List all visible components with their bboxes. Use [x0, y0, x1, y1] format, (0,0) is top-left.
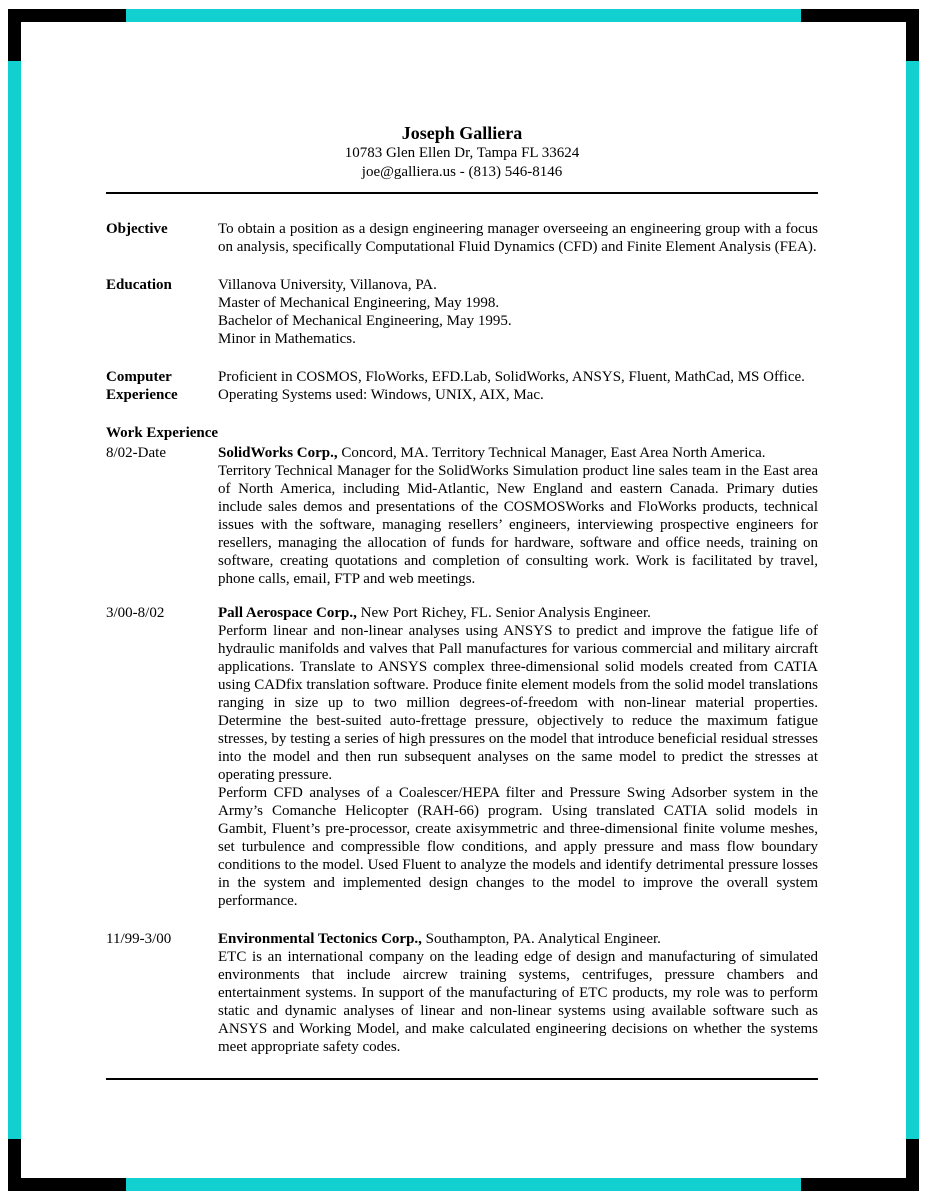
- corner-accent-top-left: [8, 9, 126, 22]
- address-line: 10783 Glen Ellen Dr, Tampa FL 33624: [344, 145, 580, 161]
- computer-experience-line: Proficient in COSMOS, FloWorks, EFD.Lab, SolidWorks, ANSYS, Fluent, MathCad, MS Office.: [218, 369, 805, 385]
- entry-paragraph: ETC is an international company on the leading edge of design and manufacturing of simulated environments that include aircrew training systems, centrifuges, pressure chambers and entertainment systems. In support of the manufacturing of ETC products, my role was to perform static and dynamic analyses of linear and non-linear systems using available software such as ANSYS and Working Model, and make calculated engineering decisions on whether the systems meet appropriate safety codes.: [218, 949, 818, 1055]
- entry-paragraph: Perform linear and non-linear analyses using ANSYS to predict and improve the fatigue life of hydraulic manifolds and valves that Pall manufactures for various commercial and military aircraft applications. Translate to ANSYS complex three-dimensional solid models created from CATIA using CADfix translation software. Produce finite element models from the solid model translations ranging in size up to two million degrees-of-freedom with non-linear material properties. Determine the best-suited auto-frettage pressure, objectively to reduce the maximum fatigue stresses, by testing a series of high pressures on the model that introduce beneficial residual stresses into the model and then run subsequent analyses on the same model to predict the stresses at operating pressure.: [218, 623, 818, 783]
- entry-paragraph: Territory Technical Manager for the SolidWorks Simulation product line sales team in the East area of North America, including Mid-Atlantic, New England and eastern Canada. Primary duties include sales demos and presentations of the COSMOSWorks and FloWorks products, technical issues with the software, managing resellers’ engineers, interviewing prospective engineers for resellers, managing the allocation of funds for hardware, software and office needs, training on software, creating quotations and completion of consulting work. Work is facilitated by travel, phone calls, email, FTP and web meetings.: [218, 463, 818, 587]
- entry-heading-rest: Concord, MA. Territory Technical Manager, East Area North America.: [337, 445, 766, 461]
- corner-accent-top-right: [801, 9, 919, 22]
- work-entry: [106, 930, 818, 1056]
- objective-label: Objective: [106, 221, 168, 237]
- computer-experience-label: Computer Experience: [106, 369, 178, 403]
- top-rule: [106, 192, 818, 194]
- entry-date: 3/00-8/02: [106, 605, 165, 621]
- corner-accent-top-left: [8, 9, 21, 61]
- education-line: Minor in Mathematics.: [218, 331, 356, 347]
- entry-heading-rest: New Port Richey, FL. Senior Analysis Engineer.: [356, 605, 651, 621]
- objective-text: To obtain a position as a design engineering manager overseeing an engineering group with a focus on analysis, specifically Computational Fluid Dynamics (CFD) and Finite Element Analysis (FEA).: [218, 221, 818, 255]
- entry-company: Pall Aerospace Corp.,: [218, 605, 357, 621]
- entry-heading: [218, 604, 818, 622]
- education-label: Education: [106, 277, 172, 293]
- entry-date: 11/99-3/00: [106, 931, 172, 947]
- section-objective: [106, 220, 818, 256]
- education-line: Villanova University, Villanova, PA.: [218, 277, 437, 293]
- education-line: Master of Mechanical Engineering, May 1998.: [218, 295, 500, 311]
- entry-heading-rest: Southampton, PA. Analytical Engineer.: [421, 931, 661, 947]
- corner-accent-top-right: [906, 9, 919, 61]
- objective-body: [218, 220, 818, 256]
- entry-paragraph: Perform CFD analyses of a Coalescer/HEPA filter and Pressure Swing Adsorber system in the Army’s Comanche Helicopter (RAH-66) program. Using translated CATIA solid models in Gambit, Fluent’s pre-processor, create axisymmetric and three-dimensional finite volume meshes, set turbulence and compressible flow conditions, and apply pressure and mass flow boundary conditions to the model. Used Fluent to analyze the models and identify detrimental pressure losses in the system and implemented design changes to the model to improve the overall system performance.: [218, 785, 818, 909]
- entry-heading: [218, 444, 818, 462]
- entry-company: Environmental Tectonics Corp.,: [218, 931, 422, 947]
- resume-header: [106, 122, 818, 182]
- work-experience-heading: Work Experience: [106, 425, 219, 441]
- corner-accent-bottom-right: [801, 1178, 919, 1191]
- work-entry: [106, 444, 818, 588]
- entry-body: [218, 930, 818, 1056]
- entry-company: SolidWorks Corp.,: [218, 445, 338, 461]
- work-entry: [106, 604, 818, 910]
- entry-heading: [218, 930, 818, 948]
- section-education: [106, 276, 818, 348]
- education-body: [218, 276, 818, 348]
- section-computer-experience: [106, 368, 818, 404]
- education-line: Bachelor of Mechanical Engineering, May 1995.: [218, 313, 512, 329]
- entry-body: [218, 604, 818, 910]
- corner-accent-bottom-left: [8, 1178, 126, 1191]
- corner-accent-bottom-left: [8, 1139, 21, 1191]
- computer-experience-body: [218, 368, 818, 404]
- computer-experience-line: Operating Systems used: Windows, UNIX, AIX, Mac.: [218, 387, 544, 403]
- candidate-name: Joseph Galliera: [401, 123, 523, 143]
- entry-date: 8/02-Date: [106, 445, 166, 461]
- bottom-rule: [106, 1078, 818, 1080]
- entry-body: [218, 444, 818, 588]
- resume-content: [106, 122, 818, 1080]
- corner-accent-bottom-right: [906, 1139, 919, 1191]
- contact-line: joe@galliera.us - (813) 546-8146: [361, 164, 563, 180]
